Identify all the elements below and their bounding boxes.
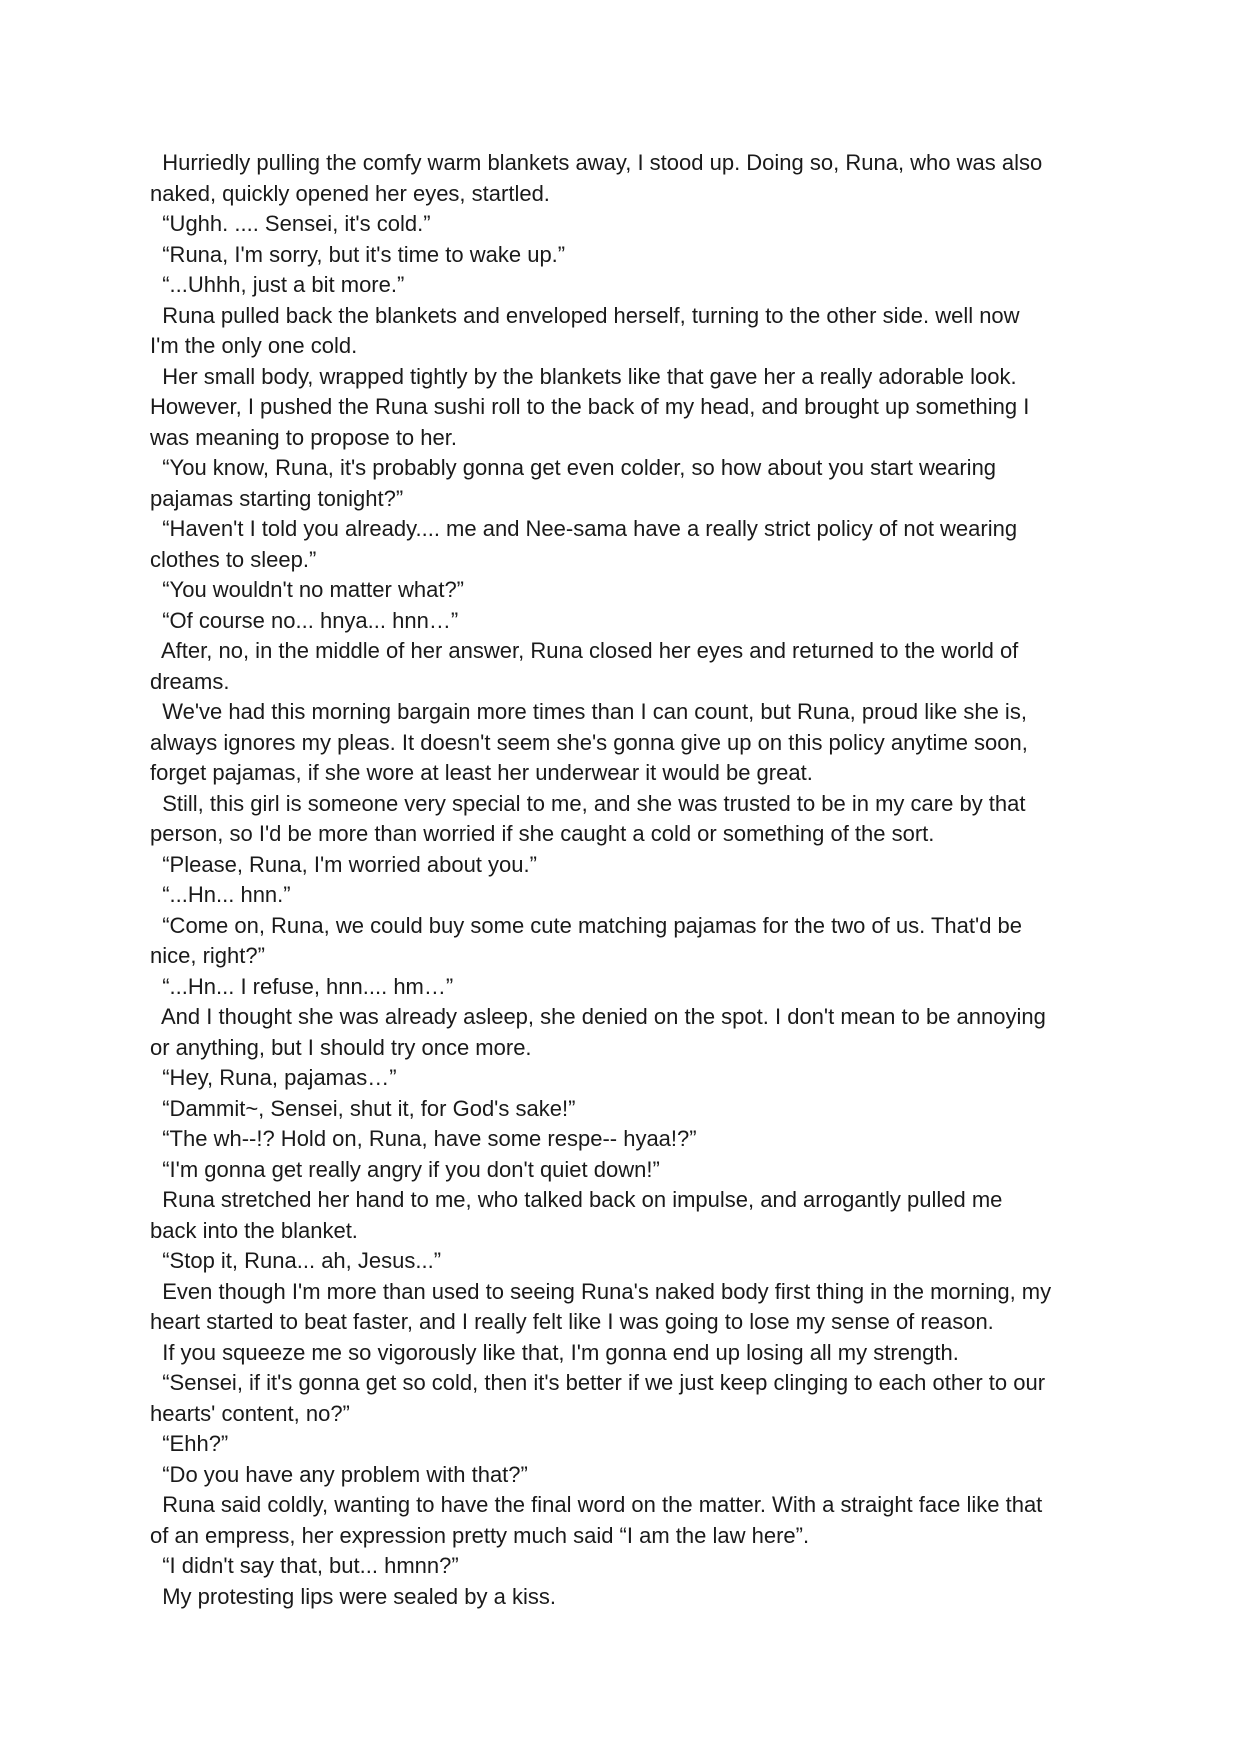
text-line: nice, right?”: [150, 943, 265, 968]
text-line: was meaning to propose to her.: [150, 424, 457, 450]
text-line: clothes to sleep.”: [150, 546, 317, 572]
text-line: After, no, in the middle of her answer, Runa closed her eyes and returned to the world of: [150, 638, 1019, 663]
text-line: And I thought she was already asleep, she denied on the spot. I don't mean to be annoying: [150, 1004, 1046, 1029]
text-line: Runa said coldly, wanting to have the final word on the matter. With a straight face like that: [150, 1492, 1043, 1517]
text-line: pajamas starting tonight?”: [150, 485, 404, 511]
text-line: “Ehh?”: [150, 1431, 229, 1456]
text-line: “The wh--!? Hold on, Runa, have some respe-- hyaa!?”: [150, 1126, 697, 1151]
text-line: Runa pulled back the blankets and enveloped herself, turning to the other side. well now: [150, 302, 1020, 328]
text-line: However, I pushed the Runa sushi roll to the back of my head, and brought up something I: [150, 394, 1030, 419]
text-line: “Come on, Runa, we could buy some cute matching pajamas for the two of us. That'd be: [150, 912, 1023, 938]
text-line: “You know, Runa, it's probably gonna get even colder, so how about you start wearing: [150, 455, 997, 480]
text-line: “Ughh. .... Sensei, it's cold.”: [150, 211, 431, 236]
text-line: forget pajamas, if she wore at least her underwear it would be great.: [150, 760, 813, 785]
text-line: “Do you have any problem with that?”: [150, 1461, 528, 1487]
text-line: Still, this girl is someone very special to me, and she was trusted to be in my care by that: [150, 790, 1026, 816]
text-line: “Runa, I'm sorry, but it's time to wake up.”: [150, 241, 566, 267]
text-line: always ignores my pleas. It doesn't seem she's gonna give up on this policy anytime soon,: [150, 729, 1028, 755]
text-line: dreams.: [150, 668, 230, 694]
text-line: My protesting lips were sealed by a kiss.: [150, 1583, 556, 1609]
text-line: If you squeeze me so vigorously like that, I'm gonna end up losing all my strength.: [150, 1339, 959, 1365]
text-line: Her small body, wrapped tightly by the blankets like that gave her a really adorable look.: [150, 363, 1017, 389]
text-line: hearts' content, no?”: [150, 1400, 350, 1426]
text-line: “Hey, Runa, pajamas…”: [150, 1065, 397, 1090]
text-line: of an empress, her expression pretty much said “I am the law here”.: [150, 1522, 810, 1548]
text-line: “You wouldn't no matter what?”: [150, 577, 465, 602]
text-line: I'm the only one cold.: [150, 333, 358, 358]
text-line: heart started to beat faster, and I really felt like I was going to lose my sense of reason.: [150, 1309, 994, 1334]
text-line: “Please, Runa, I'm worried about you.”: [150, 851, 537, 877]
text-line: Even though I'm more than used to seeing Runa's naked body first thing in the morning, my: [150, 1278, 1052, 1304]
text-line: “...Uhhh, just a bit more.”: [150, 272, 405, 297]
text-line: back into the blanket.: [150, 1217, 358, 1243]
text-line: We've had this morning bargain more times than I can count, but Runa, proud like she is,: [150, 699, 1027, 724]
text-line: or anything, but I should try once more.: [150, 1034, 532, 1060]
text-line: person, so I'd be more than worried if she caught a cold or something of the sort.: [150, 821, 935, 846]
text-line: “Sensei, if it's gonna get so cold, then it's better if we just keep clinging to each other to our: [150, 1370, 1046, 1395]
text-line: “...Hn... I refuse, hnn.... hm…”: [150, 973, 454, 999]
text-line: “I'm gonna get really angry if you don't quiet down!”: [150, 1156, 660, 1182]
text-line: Hurriedly pulling the comfy warm blankets away, I stood up. Doing so, Runa, who was also: [150, 150, 1043, 175]
text-line: “Haven't I told you already.... me and Nee-sama have a really strict policy of not wearing: [150, 516, 1018, 541]
text-line: Runa stretched her hand to me, who talked back on impulse, and arrogantly pulled me: [150, 1187, 1003, 1212]
text-line: “I didn't say that, but... hmnn?”: [150, 1553, 459, 1578]
text-line: “Stop it, Runa... ah, Jesus...”: [150, 1248, 442, 1273]
text-line: “Dammit~, Sensei, shut it, for God's sake!”: [150, 1095, 576, 1121]
text-line: “Of course no... hnya... hnn…”: [150, 607, 459, 633]
text-line: “...Hn... hnn.”: [150, 882, 291, 907]
text-body: [150, 148, 1100, 1612]
text-line: naked, quickly opened her eyes, startled.: [150, 180, 550, 206]
